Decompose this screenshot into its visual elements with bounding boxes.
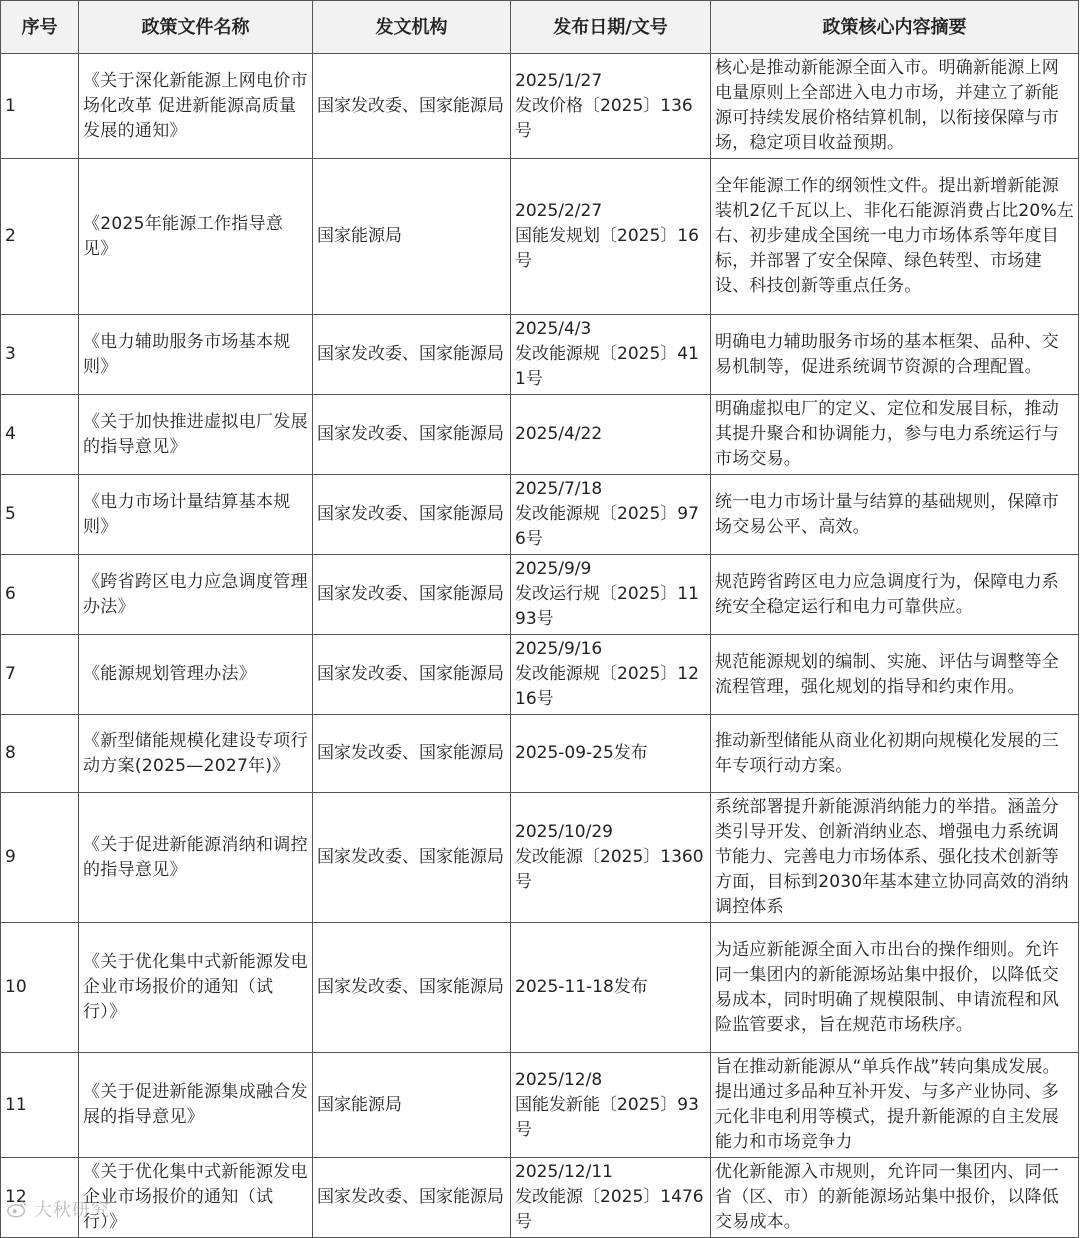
cell-issuer: 国家发改委、国家能源局 — [313, 793, 511, 923]
cell-issuer: 国家能源局 — [313, 159, 511, 315]
cell-issuer: 国家发改委、国家能源局 — [313, 715, 511, 793]
cell-date-docno: 2025/10/29 发改能源〔2025〕1360号 — [511, 793, 711, 923]
cell-index: 2 — [1, 159, 79, 315]
cell-summary: 规范跨省跨区电力应急调度行为，保障电力系统安全稳定运行和电力可靠供应。 — [711, 555, 1079, 635]
table-row — [1, 793, 1079, 923]
table-row — [1, 1158, 1079, 1238]
cell-index: 6 — [1, 555, 79, 635]
cell-policy-name: 《关于促进新能源消纳和调控的指导意见》 — [79, 793, 313, 923]
cell-policy-name: 《关于深化新能源上网电价市场化改革 促进新能源高质量发展的通知》 — [79, 54, 313, 159]
cell-issuer: 国家发改委、国家能源局 — [313, 315, 511, 395]
table-row — [1, 923, 1079, 1053]
cell-policy-name: 《关于优化集中式新能源发电企业市场报价的通知（试行）》 — [79, 923, 313, 1053]
cell-index: 5 — [1, 475, 79, 555]
table-row — [1, 635, 1079, 715]
cell-summary: 旨在推动新能源从“单兵作战”转向集成发展。提出通过多品种互补开发、与多产业协同、多元化非电利用等模式，提升新能源的自主发展能力和市场竞争力 — [711, 1053, 1079, 1158]
cell-date-docno: 2025/9/16 发改能源规〔2025〕1216号 — [511, 635, 711, 715]
cell-summary: 核心是推动新能源全面入市。明确新能源上网电量原则上全部进入电力市场，并建立了新能源可持续发展价格结算机制，以衔接保障与市场，稳定项目收益预期。 — [711, 54, 1079, 159]
cell-index: 11 — [1, 1053, 79, 1158]
cell-summary: 统一电力市场计量与结算的基础规则，保障市场交易公平、高效。 — [711, 475, 1079, 555]
cell-index: 1 — [1, 54, 79, 159]
watermark-text: 大秋研究 — [34, 1200, 110, 1221]
cell-index: 10 — [1, 923, 79, 1053]
cell-policy-name: 《关于促进新能源集成融合发展的指导意见》 — [79, 1053, 313, 1158]
cell-index: 7 — [1, 635, 79, 715]
cell-policy-name: 《2025年能源工作指导意见》 — [79, 159, 313, 315]
cell-policy-name: 《关于优化集中式新能源发电企业市场报价的通知（试行）》 — [79, 1158, 313, 1238]
header-index: 序号 — [1, 1, 79, 54]
cell-policy-name: 《电力市场计量结算基本规则》 — [79, 475, 313, 555]
cell-date-docno: 2025/4/3 发改能源规〔2025〕411号 — [511, 315, 711, 395]
cell-index: 4 — [1, 395, 79, 475]
weibo-logo-icon — [6, 1198, 28, 1220]
table-row — [1, 475, 1079, 555]
cell-policy-name: 《关于加快推进虚拟电厂发展的指导意见》 — [79, 395, 313, 475]
header-date-docno: 发布日期/文号 — [511, 1, 711, 54]
header-summary: 政策核心内容摘要 — [711, 1, 1079, 54]
cell-issuer: 国家发改委、国家能源局 — [313, 635, 511, 715]
cell-issuer: 国家能源局 — [313, 1053, 511, 1158]
header-policy-name: 政策文件名称 — [79, 1, 313, 54]
cell-index: 3 — [1, 315, 79, 395]
cell-date-docno: 2025-09-25发布 — [511, 715, 711, 793]
cell-index: 9 — [1, 793, 79, 923]
table-row — [1, 715, 1079, 793]
cell-summary: 系统部署提升新能源消纳能力的举措。涵盖分类引导开发、创新消纳业态、增强电力系统调节能力、完善电力市场体系、强化技术创新等方面，目标到2030年基本建立协同高效的消纳调控体系 — [711, 793, 1079, 923]
cell-issuer: 国家发改委、国家能源局 — [313, 555, 511, 635]
cell-date-docno: 2025-11-18发布 — [511, 923, 711, 1053]
cell-date-docno: 2025/12/8 国能发新能〔2025〕93号 — [511, 1053, 711, 1158]
table-row — [1, 395, 1079, 475]
cell-issuer: 国家发改委、国家能源局 — [313, 1158, 511, 1238]
table-row — [1, 159, 1079, 315]
cell-summary: 全年能源工作的纲领性文件。提出新增新能源装机2亿千瓦以上、非化石能源消费占比20%左右、初步建成全国统一电力市场体系等年度目标，并部署了安全保障、绿色转型、市场建设、科技创新等重点任务。 — [711, 159, 1079, 315]
cell-policy-name: 《跨省跨区电力应急调度管理办法》 — [79, 555, 313, 635]
watermark — [6, 1196, 110, 1222]
cell-index: 8 — [1, 715, 79, 793]
cell-issuer: 国家发改委、国家能源局 — [313, 923, 511, 1053]
cell-index: 12 — [1, 1158, 79, 1238]
cell-summary: 明确电力辅助服务市场的基本框架、品种、交易机制等，促进系统调节资源的合理配置。 — [711, 315, 1079, 395]
cell-date-docno: 2025/1/27 发改价格〔2025〕136号 — [511, 54, 711, 159]
table-row — [1, 315, 1079, 395]
header-issuer: 发文机构 — [313, 1, 511, 54]
table-header-row — [1, 1, 1079, 54]
table-row — [1, 555, 1079, 635]
cell-issuer: 国家发改委、国家能源局 — [313, 54, 511, 159]
cell-policy-name: 《能源规划管理办法》 — [79, 635, 313, 715]
cell-date-docno: 2025/9/9 发改运行规〔2025〕1193号 — [511, 555, 711, 635]
table-row — [1, 1053, 1079, 1158]
cell-summary: 优化新能源入市规则，允许同一集团内、同一省（区、市）的新能源场站集中报价，以降低交易成本。 — [711, 1158, 1079, 1238]
cell-summary: 为适应新能源全面入市出台的操作细则。允许同一集团内的新能源场站集中报价，以降低交易成本，同时明确了规模限制、申请流程和风险监管要求，旨在规范市场秩序。 — [711, 923, 1079, 1053]
cell-summary: 规范能源规划的编制、实施、评估与调整等全流程管理，强化规划的指导和约束作用。 — [711, 635, 1079, 715]
cell-date-docno: 2025/7/18 发改能源规〔2025〕976号 — [511, 475, 711, 555]
cell-issuer: 国家发改委、国家能源局 — [313, 475, 511, 555]
cell-date-docno: 2025/12/11 发改能源〔2025〕1476号 — [511, 1158, 711, 1238]
cell-date-docno: 2025/2/27 国能发规划〔2025〕16号 — [511, 159, 711, 315]
cell-policy-name: 《电力辅助服务市场基本规则》 — [79, 315, 313, 395]
cell-policy-name: 《新型储能规模化建设专项行动方案(2025—2027年)》 — [79, 715, 313, 793]
table-row — [1, 54, 1079, 159]
cell-issuer: 国家发改委、国家能源局 — [313, 395, 511, 475]
cell-summary: 明确虚拟电厂的定义、定位和发展目标，推动其提升聚合和协调能力，参与电力系统运行与市场交易。 — [711, 395, 1079, 475]
table-body — [1, 54, 1079, 1238]
cell-date-docno: 2025/4/22 — [511, 395, 711, 475]
cell-summary: 推动新型储能从商业化初期向规模化发展的三年专项行动方案。 — [711, 715, 1079, 793]
